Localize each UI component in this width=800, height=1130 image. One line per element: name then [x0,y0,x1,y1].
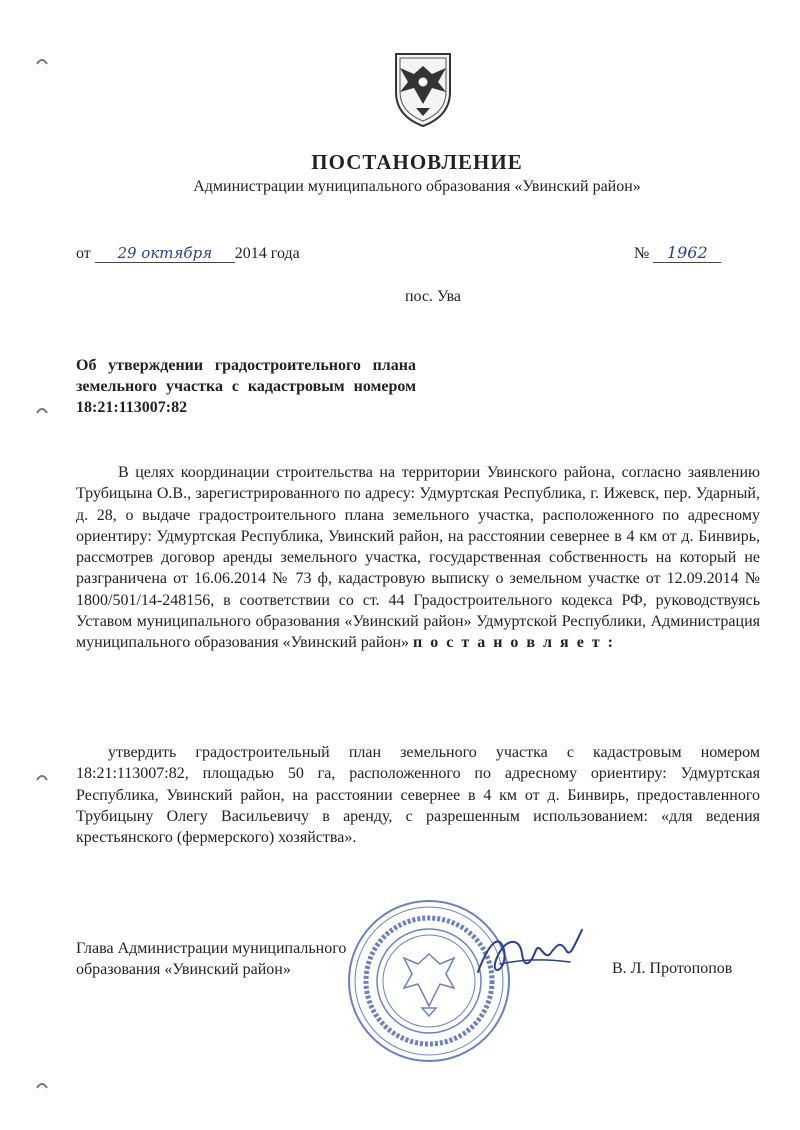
binder-hole-mark [36,405,48,415]
date-year: 2014 года [234,245,300,262]
resolution-paragraph: утвердить градостроительный план земельного участка с кадастровым номером 18:21:113007:82, площадью 50 га, расположенного по адресному ориентиру: Удмуртская Республика, Увинский район, на расстоянии севернее в 4 км от д. Бинвирь, предоставленного Трубицыну Олегу Васильевичу в аренду, с разрешенным использованием: «для ведения крестьянского (фермерского) хозяйства». [76,744,760,847]
handwritten-signature [470,920,590,990]
signer-position-line-1: Глава Администрации муниципального [76,940,347,957]
decree-word: п о с т а н о в л я е т : [413,634,615,652]
handwritten-date: 29 октября [95,244,235,263]
signer-position [76,938,346,980]
document-number-line [634,244,721,263]
binder-hole-mark [36,772,48,782]
number-sign: № [634,245,650,262]
handwritten-number: 1962 [653,244,721,263]
issuing-authority: Администрации муниципального образования «Увинский район» [193,178,641,195]
binder-hole-mark [36,1080,48,1090]
binder-hole-mark [36,56,48,66]
signer-name: В. Л. Протопопов [612,960,733,977]
signer-position-line-2: образования «Увинский район» [76,961,291,978]
document-title: ПОСТАНОВЛЕНИЕ [311,150,523,174]
preamble-paragraph [76,462,760,654]
coat-of-arms-emblem [388,48,458,128]
preamble-text: В целях координации строительства на территории Увинского района, согласно заявлению Трубицына О.В., зарегистрированного по адресу: Удмуртская Республика, г. Ижевск, пер. Ударный, д. 28, о выдаче градостроительного плана земельного участка, расположенного по адресному ориентиру: Удмуртская Республика, Увинский район, на расстоянии севернее в 4 км от д. Бинвирь, рассмотрев договор аренды земельного участка, государственная собственность на который не разграничена от 16.06.2014 № 73 ф, кадастровую выписку о земельном участке от 12.09.2014 № 1800/501/14-248156, в соответствии со ст. 44 Градостроительного кодекса РФ, руководствуясь Уставом муниципального образования «Увинский район» Удмуртской Республики, Администрация муниципального образования «Увинский район» [76,464,760,652]
date-line [76,244,300,263]
date-prefix: от [76,245,91,262]
document-subject: Об утверждении градостроительного плана земельного участка с кадастровым номером 18:21:113007:82 [76,357,416,416]
place-of-issue: пос. Ува [404,288,462,305]
